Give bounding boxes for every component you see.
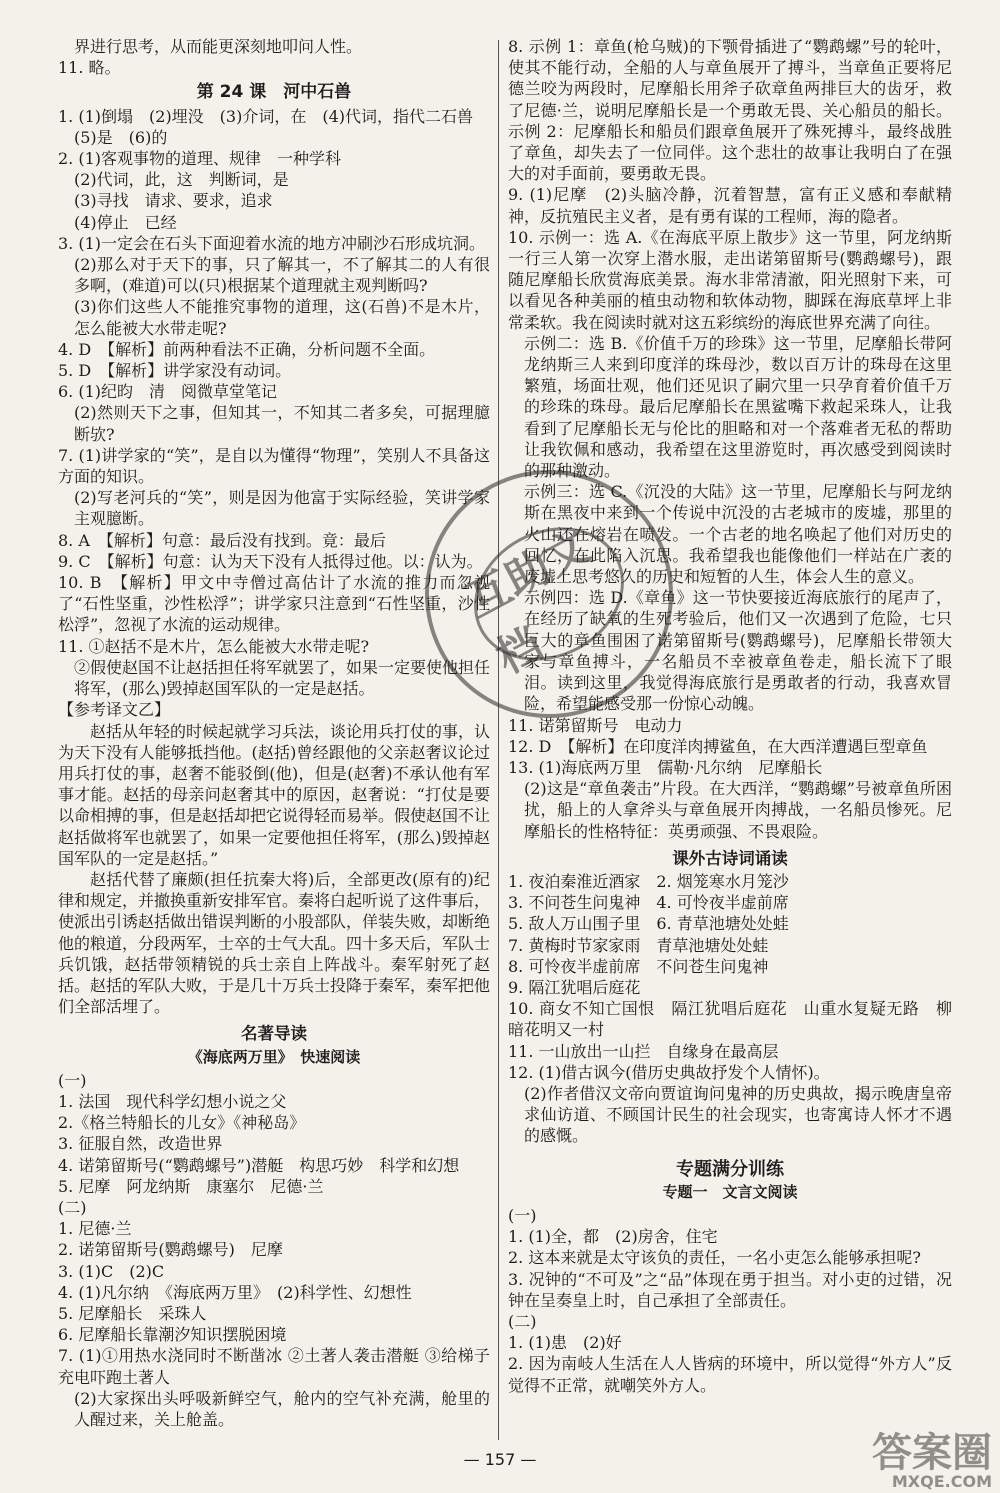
- answer-line: 8. 可怜夜半虚前席 不问苍生问鬼神: [508, 956, 769, 976]
- answer-line: (4)停止 已经: [74, 212, 177, 232]
- answer-line: 2. 这本来就是太守该负的责任，一名小吏怎么能够承担呢?: [508, 1248, 921, 1268]
- section-heading: 第 24 课 河中石兽: [196, 82, 352, 103]
- answer-line: (3)寻找 请求、要求，追求: [74, 191, 273, 211]
- answer-line: 9. C 【解析】句意：认为天下没有人抵得过他。以：认为。: [58, 551, 483, 571]
- page-number: — 157 —: [463, 1450, 537, 1469]
- answer-line: 10. 商女不知亡国恨 隔江犹唱后庭花 山重水复疑无路 柳暗花明又一村: [508, 999, 952, 1040]
- answer-line: 11. 一山放出一山拦 自缘身在最高层: [508, 1041, 779, 1061]
- answer-line: 示例三：选 C.《沉没的大陆》这一节里，尼摩船长与阿龙纳斯在黑夜中来到一个传说中沉没的古老城市的废墟，那里的火山还在熔岩在喷发。一个古老的地名唤起了他们对历史的回忆，在此陷入沉思。我希望我也能像他们一样站在广袤的废墟上思考悠久的历史和短暂的人生，体会人生的意义。: [524, 482, 952, 587]
- answer-line: 4. (1)凡尔纳 《海底两万里》 (2)科学性、幻想性: [58, 1282, 412, 1302]
- answer-line: 8. 示例 1：章鱼(枪乌贼)的下颚骨插进了“鹦鹉螺”号的轮叶，使其不能行动，全船的人与章鱼展开了搏斗，当章鱼正要将尼德兰咬为两段时，尼摩船长用斧子砍章鱼两排巨大的齿牙，救了尼德·兰，说明尼摩船长是一个勇敢无畏、关心船员的船长。示例 2：尼摩船长和船员们跟章鱼展开了殊死搏斗，最终战胜了章鱼，却失去了一位同伴。这个悲壮的故事让我明白了在强大的对手面前，要勇敢无畏。: [508, 37, 952, 184]
- answer-line: 3. (1)C (2)C: [58, 1261, 165, 1281]
- answer-line: (一): [508, 1205, 537, 1225]
- answer-line: 10. 示例一：选 A.《在海底平原上散步》这一节里，阿龙纳斯一行三人第一次穿上潜水服，走出诺第留斯号(鹦鹉螺号)，跟随尼摩船长欣赏海底美景。海水非常清澈，阳光照射下来，可以看见各种美丽的植虫动物和软体动物，脚踩在海底草坪上非常柔软。我在阅读时就对这五彩缤纷的海底世界充满了向往。: [508, 227, 952, 332]
- left-column: [58, 36, 490, 1433]
- answer-line: (2)大家探出头呼吸新鲜空气，舱内的空气补充满，舱里的人醒过来，关上舱盖。: [74, 1388, 490, 1429]
- answer-line: (2)那么对于天下的事，只了解其一，不了解其二的人有很多啊，(难道)可以(只)根据某个道理就主观判断吗?: [74, 255, 490, 296]
- answer-line: 7. 黄梅时节家家雨 青草池塘处处蛙: [508, 935, 769, 955]
- answer-line: 1. (1)全，都 (2)房舍，住宅: [508, 1227, 718, 1247]
- answer-line: 2. 因为南岐人生活在人人皆病的环境中，所以觉得“外方人”反觉得不正常，就嘲笑外方人。: [508, 1354, 952, 1395]
- answer-line: 4. 诺第留斯号(“鹦鹉螺号”)潜艇 构思巧妙 科学和幻想: [58, 1155, 460, 1175]
- answer-line: 3. 况钟的“不可及”之“品”体现在勇于担当。对小吏的过错，况钟在呈奏皇上时，自己承担了全部责任。: [508, 1269, 952, 1310]
- answer-line: 1. (1)患 (2)好: [508, 1333, 622, 1353]
- section-heading: 名著导读: [241, 1024, 307, 1044]
- answer-line: 赵括代替了廉颇(担任抗秦大将)后，全部更改(原有的)纪律和规定，并撤换重新安排军官。秦将白起听说了这件事后，使派出引诱赵括做出错误判断的小股部队，佯装失败，却断绝他的粮道，分段两军，士卒的士气大乱。四十多天后，军队士兵饥饿，赵括带领精锐的兵士亲自上阵战斗。秦军射死了赵括。赵括的军队大败，于是几十万兵士投降于秦军，秦军把他们全部活埋了。: [58, 869, 490, 1017]
- answer-line: 8. A 【解析】句意：最后没有找到。竟：最后: [58, 530, 386, 550]
- answer-line: 11. 诺第留斯号 电动力: [508, 715, 683, 735]
- watermark-logo: [752, 1430, 992, 1493]
- section-heading: 专题满分训练: [676, 1158, 784, 1180]
- answer-line: (二): [508, 1311, 537, 1331]
- answer-line: (5)是 (6)的: [74, 127, 168, 147]
- answer-line: 赵括从年轻的时候起就学习兵法，谈论用兵打仗的事，认为天下没有人能够抵挡他。(赵括)曾经跟他的父亲赵奢议论过用兵打仗的事，赵奢不能驳倒(他)，但是(赵奢)不承认他有军事才能。赵括的母亲问赵奢其中的原因，赵奢说：“打仗是要以命相搏的事，但是赵括却把它说得轻而易举。假使赵国不让赵括做将军也就罢了，如果一定要他担任将军，(那么)毁掉赵国军队的一定是赵括。”: [58, 721, 490, 868]
- answer-line: 1. (1)倒塌 (2)埋没 (3)介词，在 (4)代词，指代二石兽: [58, 106, 474, 126]
- answer-line: 5. 尼摩 阿龙纳斯 康塞尔 尼德·兰: [58, 1176, 324, 1196]
- answer-line: (2)作者借汉文帝向贾谊询问鬼神的历史典故，揭示晚唐皇帝求仙访道、不顾国计民生的社会现实，也寄寓诗人怀才不遇的感慨。: [524, 1083, 952, 1146]
- answer-line: 2.《格兰特船长的儿女》《神秘岛》: [58, 1113, 306, 1133]
- answer-line: 11. ①赵括不是木片，怎么能被大水带走呢?: [58, 636, 370, 656]
- answer-line: 7. (1)①用热水浇同时不断凿冰 ②土著人袭击潜艇 ③给梯子充电吓跑土著人: [58, 1346, 490, 1387]
- answer-line: 3. 征服自然，改造世界: [58, 1134, 223, 1154]
- answer-line: ②假使赵国不让赵括担任将军就罢了，如果一定要使他担任将军，(那么)毁掉赵国军队的一定是赵括。: [74, 657, 490, 699]
- answer-line: (二): [58, 1197, 87, 1217]
- answer-line: (3)你们这些人不能推究事物的道理，这(石兽)不是木片，怎么能被大水带走呢?: [74, 297, 490, 338]
- answer-line: 1. 法国 现代科学幻想小说之父: [58, 1091, 287, 1111]
- right-column: [508, 36, 952, 1433]
- answer-line: 13. (1)海底两万里 儒勒·凡尔纳 尼摩船长: [508, 757, 823, 777]
- section-heading: 课外古诗词诵读: [672, 848, 788, 868]
- answer-line: 6. 尼摩船长靠潮汐知识摆脱困境: [58, 1325, 287, 1345]
- answer-line: 2. 诺第留斯号(鹦鹉螺号) 尼摩: [58, 1240, 283, 1260]
- answer-line: 11. 略。: [58, 58, 121, 78]
- watermark-sub: MXQE.COM: [891, 1472, 992, 1491]
- answer-line: 9. (1)尼摩 (2)头脑冷静，沉着智慧，富有正义感和奉献精神，反抗殖民主义者，是有勇有谋的工程师，海的隐者。: [508, 185, 952, 226]
- column-divider: [498, 40, 499, 1440]
- answer-line: 示例二：选 B.《价值千万的珍珠》这一节里，尼摩船长带阿龙纳斯三人来到印度洋的珠母沙，数以百万计的珠母在这里繁殖，场面壮观，他们还见识了嗣穴里一只孕育着价值千万的珍珠的珠母。最后尼摩船长在黑鲨嘴下救起采珠人，让我看到了尼摩船长无与伦比的胆略和对一个落难者无私的帮助让我钦佩和感动，我希望在这里游览时，再次感受到阅读时的那种激动。: [524, 333, 952, 481]
- answer-line: 界进行思考，从而能更深刻地叩问人性。: [74, 37, 363, 56]
- answer-line: (2)这是“章鱼袭击”片段。在大西洋，“鹦鹉螺”号被章鱼所困扰，船上的人拿斧头与章鱼展开肉搏战，一名船员惨死。尼摩船长的性格特征：英勇顽强、不畏艰险。: [524, 779, 952, 841]
- answer-line: 3. 不问苍生问鬼神 4. 可怜夜半虚前席: [508, 893, 789, 913]
- answer-line: 示例四：选 D.《章鱼》这一节快要接近海底旅行的尾声了，在经历了缺氧的生死考验后，他们又一次遇到了危险，七只巨大的章鱼围困了诺第留斯号(鹦鹉螺号)，尼摩船长带领大家与章鱼搏斗，一名船员不幸被章鱼卷走，船长流下了眼泪。读到这里，我觉得海底旅行是勇敢者的行动，我喜欢冒险，希望能感受那一份惊心动魄。: [524, 588, 952, 714]
- answer-line: 1. 夜泊秦淮近酒家 2. 烟笼寒水月笼沙: [508, 871, 789, 891]
- section-heading: 《海底两万里》 快速阅读: [187, 1047, 361, 1066]
- stamp-text: 互助文档: [451, 502, 648, 686]
- answer-line: (2)写老河兵的“笑”，则是因为他富于实际经验，笑讲学家主观臆断。: [74, 488, 490, 529]
- section-heading: 专题一 文言文阅读: [662, 1182, 798, 1201]
- answer-line: 5. 尼摩船长 采珠人: [58, 1303, 207, 1323]
- answer-line: (2)代词，此，这 判断词，是: [74, 170, 289, 190]
- answer-line: 1. 尼德·兰: [58, 1219, 132, 1239]
- answer-line: 5. 敌人万山围子里 6. 青草池塘处处蛙: [508, 914, 789, 934]
- answer-line: 10. B 【解析】甲文中寺僧过高估计了水流的推力而忽视了“石性坚重，沙性松浮”；讲学家只注意到“石性坚重，沙性松浮”，忽视了水流的运动规律。: [58, 573, 490, 635]
- answer-line: 12. D 【解析】在印度洋肉搏鲨鱼，在大西洋遭遇巨型章鱼: [508, 736, 928, 756]
- watermark-main: 答案圈: [872, 1430, 992, 1476]
- answer-line: 5. D 【解析】讲学家没有动词。: [58, 361, 292, 381]
- answer-line: 3. (1)一定会在石头下面迎着水流的地方冲刷沙石形成坑洞。: [58, 233, 486, 253]
- answer-line: 【参考译文乙】: [58, 700, 171, 720]
- answer-line: 6. (1)纪昀 清 阅微草堂笔记: [58, 382, 278, 402]
- answer-line: (一): [58, 1070, 87, 1090]
- answer-line: (2)然则天下之事，但知其一，不知其二者多矣，可据理臆断欤?: [74, 403, 490, 444]
- answer-line: 2. (1)客观事物的道理、规律 一种学科: [58, 149, 342, 169]
- answer-line: 12. (1)借古讽今(借历史典故抒发个人情怀)。: [508, 1062, 830, 1082]
- answer-line: 9. 隔江犹唱后庭花: [508, 977, 641, 997]
- answer-line: 4. D 【解析】前两种看法不正确，分析问题不全面。: [58, 339, 436, 359]
- answer-line: 7. (1)讲学家的“笑”，是自以为懂得“物理”，笑别人不具备这方面的知识。: [58, 445, 490, 487]
